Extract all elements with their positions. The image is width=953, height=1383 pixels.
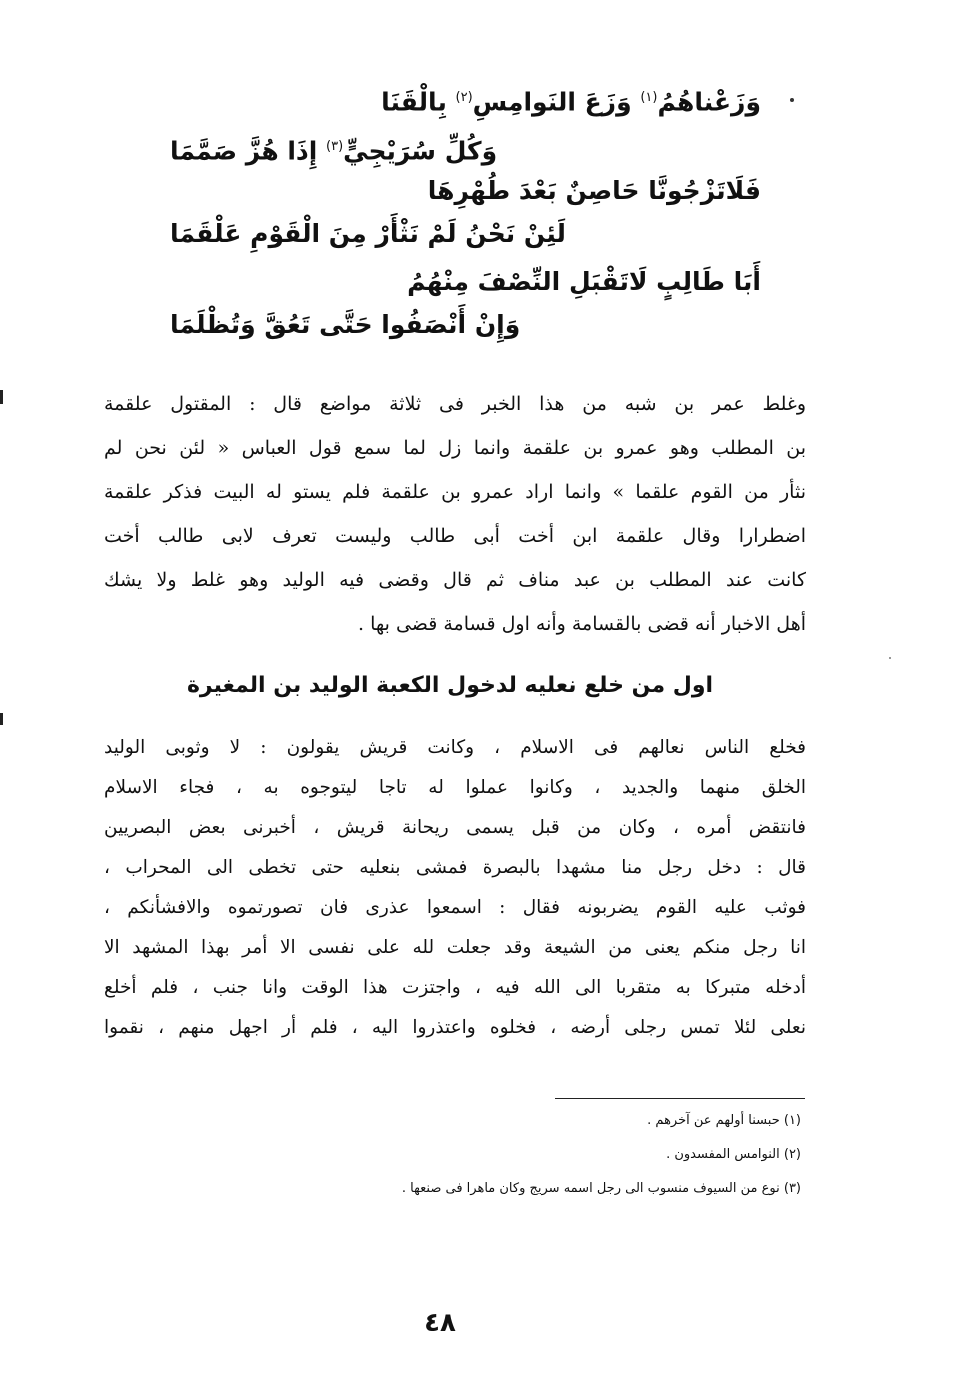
poem-text: وَزَعَ النَوامِسِ bbox=[472, 87, 641, 117]
footnote: (٢) النوامس المفسدون . bbox=[666, 1147, 801, 1162]
bullet-dot bbox=[790, 98, 794, 102]
poem-line-4: لَئِنْ نَحْنُ لَمْ نَثْأَرْ مِنَ الْقَوْمِ عَلْقَمَا bbox=[170, 219, 566, 248]
footnote: (٣) نوع من السيوف منسوب الى رجل اسمه سريج وكان ماهرا فى صنعها . bbox=[401, 1181, 801, 1196]
poem-text: إِذَا هُزَّ صَمَّمَا bbox=[170, 136, 327, 166]
footnote-divider bbox=[555, 1098, 805, 1099]
poem-line-3: فَلَاتَزْجُونَّا حَاصِنٌ بَعْدَ طُهْرِهَا bbox=[427, 176, 761, 205]
poem-line-5: أَبَا طَالِبٍ لَاتَقْبَلِ النِّصْفَ مِنْهُمُ bbox=[407, 267, 761, 296]
poem-line-6: وَإِنْ أَنْصَفُوا حَتَّى تَعُقَّ وَتُظْلَمَا bbox=[170, 310, 521, 339]
text-line: اضطرارا وقال علقمة ابن أخت أبى طالب وليست تعرف لابى طالب أخت bbox=[104, 525, 806, 547]
text-line: قال : دخل رجل منا مشهدا بالبصرة فمشى بنعليه حتى تخطى الى المحراب ، bbox=[104, 857, 806, 878]
text-line: فوثب عليه القوم يضربونه فقال : اسمعوا عذرى فان تصورتموه والافشأنكم ، bbox=[104, 897, 806, 918]
poem-line-2 bbox=[170, 127, 497, 171]
text-line: نثأر من القوم علقما » وانما اراد عمرو بن علقمة فلم يستو له البيت فذكر علقمة bbox=[104, 481, 806, 503]
poem-text: وَكُلِّ سُرَيْجِيٍّ bbox=[343, 136, 498, 166]
text-line: أهل الاخبار أنه قضى بالقسامة وأنه اول قسامة قضى بها . bbox=[357, 613, 806, 635]
text-line: بن المطلب وهو عمرو بن علقمة وانما زل لما سمع قول العباس « لئن نحن لم bbox=[104, 437, 806, 459]
text-line: وغلط عمر بن شبه من هذا الخبر فى ثلاثة مواضع قال : المقتول علقمة bbox=[104, 393, 806, 415]
scan-margin-mark bbox=[0, 390, 3, 404]
poem-text: بِالْقَنَا bbox=[381, 87, 456, 117]
scan-margin-mark bbox=[0, 713, 3, 725]
poem-text: وَزَعْناهُمُ bbox=[657, 87, 761, 117]
text-line: كانت عند المطلب بن عبد مناف ثم قال وقضى فيه الوليد وهو غلط ولا يشك bbox=[104, 569, 806, 591]
text-line: الخلق منهما والجديد ، وكانوا عملوا له تاجا ليتوجوه به ، فجاء الاسلام bbox=[104, 777, 806, 798]
footnote-ref: (٣) bbox=[326, 139, 344, 154]
paragraph-2 bbox=[104, 728, 806, 1048]
section-heading: اول من خلع نعليه لدخول الكعبة الوليد بن المغيرة bbox=[186, 673, 714, 698]
poem-line-1 bbox=[381, 78, 761, 122]
paragraph-1 bbox=[104, 382, 806, 646]
footnote: (١) حبسنا أولهم عن آخرهم . bbox=[647, 1113, 801, 1128]
footnotes bbox=[201, 1104, 801, 1206]
text-line: فخلع الناس نعالهم فى الاسلام ، وكانت قريش يقولون : لا وثوبى الوليد bbox=[104, 737, 806, 758]
text-line: أدخله متبركا به متقربا الى الله فيه ، واجتزت هذا الوقت وانا جنب ، فلم أخلع bbox=[104, 977, 806, 998]
page-number: ٤٨ bbox=[424, 1308, 456, 1338]
footnote-ref: (٢) bbox=[455, 90, 473, 105]
text-line: انا رجل منكم يعنى من الشيعة وقد جعلت لله على نفسى الا أمر بهذا المشهد الا bbox=[104, 937, 806, 958]
footnote-ref: (١) bbox=[640, 90, 658, 105]
text-line: فانتقض أمره ، وكان من قبل يسمى ريحانة قريش ، أخبرنى بعض البصريين bbox=[104, 817, 806, 838]
text-line: نعلى لئلا تمس رجلى أرضه ، فخلوه واعتذروا اليه ، فلم أر اجهل منهم ، نقموا bbox=[104, 1017, 806, 1038]
scan-speck bbox=[889, 657, 891, 659]
